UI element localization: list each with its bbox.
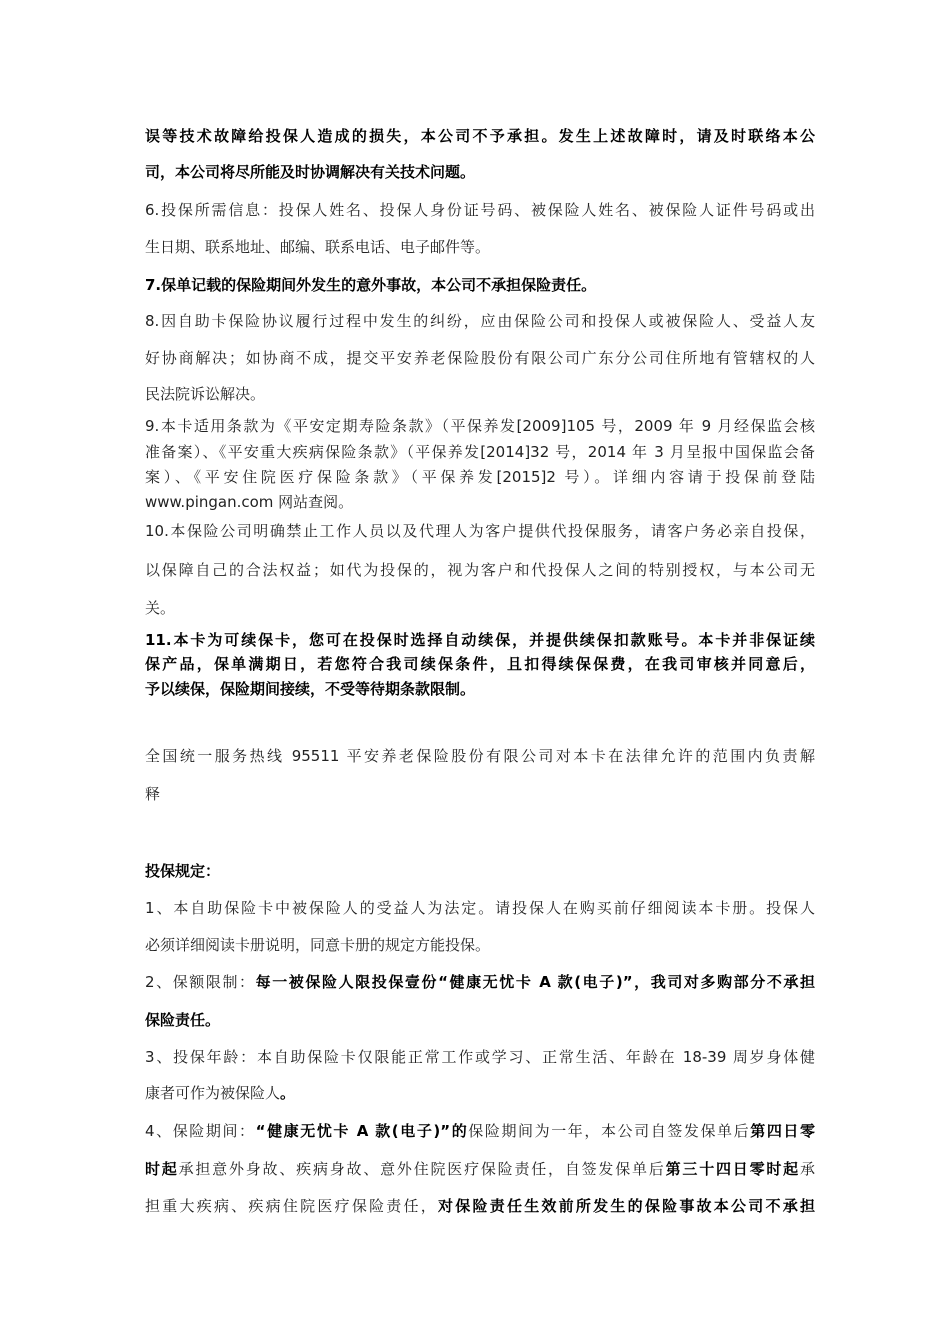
text-line [145, 348, 815, 368]
text-run: 生日期、联系地址、邮编、联系电话、电子邮件等。 [145, 238, 491, 256]
text-line [145, 200, 815, 220]
text-line [145, 521, 815, 541]
text-line [145, 1121, 815, 1141]
bold-text-run: 误等技术故障给投保人造成的损失，本公司不予承担。发生上述故障时，请及时联络本公 [145, 127, 815, 145]
text-run: 以保障自己的合法权益；如代为投保的，视为客户和代投保人之间的特别授权，与本公司无 [145, 561, 815, 579]
text-line [145, 467, 815, 487]
bold-text-run: 第三十四日零时起 [665, 1160, 800, 1178]
text-line [145, 746, 815, 766]
text-line [145, 598, 815, 618]
bold-text-run: 司，本公司将尽所能及时协调解决有关技术问题。 [145, 163, 476, 181]
bold-text-run: 第四日零 [750, 1122, 815, 1140]
text-run: 6.投保所需信息：投保人姓名、投保人身份证号码、被保险人姓名、被保险人证件号码或出 [145, 201, 815, 219]
text-line [145, 630, 815, 650]
text-run: 民法院诉讼解决。 [145, 385, 266, 403]
text-line [145, 679, 815, 699]
bold-text-run: 对保险责任生效前所发生的保险事故本公司不承担 [438, 1197, 815, 1215]
bold-text-run: 7.保单记载的保险期间外发生的意外事故，本公司不承担保险责任。 [145, 276, 597, 294]
text-line [145, 162, 815, 182]
text-line [145, 416, 815, 436]
text-line [145, 1083, 815, 1103]
text-run: 10.本保险公司明确禁止工作人员以及代理人为客户提供代投保服务，请客户务必亲自投保， [145, 522, 815, 540]
bold-text-run: 11.本卡为可续保卡，您可在投保时选择自动续保，并提供续保扣款账号。本卡并非保证续 [145, 631, 815, 649]
text-run: 案）、《平安住院医疗保险条款》（平保养发[2015]2 号）。详细内容请于投保前登陆 [145, 468, 815, 486]
text-line [145, 1159, 815, 1179]
text-line [145, 126, 815, 146]
text-run: 3、投保年龄：本自助保险卡仅限能正常工作或学习、正常生活、年龄在 18-39 周岁身体健 [145, 1048, 815, 1066]
text-line [145, 1196, 815, 1216]
text-run: 康者可作为被保险人 [145, 1084, 281, 1102]
bold-text-run: 每一被保险人限投保壹份“健康无忧卡 A 款(电子)”，我司对多购部分不承担 [255, 973, 815, 991]
text-run: 承担意外身故、疾病身故、意外住院医疗保险责任，自签发保单后 [178, 1160, 666, 1178]
bold-text-run: 予以续保，保险期间接续，不受等待期条款限制。 [145, 680, 476, 698]
text-line [145, 1047, 815, 1067]
text-line [145, 442, 815, 462]
text-run: 准备案）、《平安重大疾病保险条款》（平保养发[2014]32 号，2014 年 3 月呈报中国保监会备 [145, 443, 815, 461]
bold-text-run: 。 [280, 1084, 296, 1102]
text-run: 承 [799, 1160, 815, 1178]
bold-text-run: “健康无忧卡 A 款(电子)”的 [255, 1122, 469, 1140]
text-line [145, 1010, 815, 1030]
text-run: 4、保险期间： [145, 1122, 256, 1140]
text-line [145, 492, 815, 512]
text-run: 好协商解决；如协商不成，提交平安养老保险股份有限公司广东分公司住所地有管辖权的人 [145, 349, 815, 367]
bold-text-run: 时起 [145, 1160, 179, 1178]
text-run: 8.因自助卡保险协议履行过程中发生的纠纷，应由保险公司和投保人或被保险人、受益人友 [145, 312, 815, 330]
text-line [145, 972, 815, 992]
text-run: 2、保额限制： [145, 973, 256, 991]
text-line [145, 237, 815, 257]
text-run: www.pingan.com 网站查阅。 [145, 493, 354, 511]
bold-text-run: 投保规定： [145, 862, 221, 880]
text-line [145, 560, 815, 580]
text-run: 9.本卡适用条款为《平安定期寿险条款》（平保养发[2009]105 号，2009 年 9 月经保监会核 [145, 417, 815, 435]
text-line [145, 861, 815, 881]
text-run: 1、本自助保险卡中被保险人的受益人为法定。请投保人在购买前仔细阅读本卡册。投保人 [145, 899, 815, 917]
text-line [145, 311, 815, 331]
text-line [145, 898, 815, 918]
bold-text-run: 保险责任。 [145, 1011, 221, 1029]
text-run: 释 [145, 785, 161, 803]
text-run: 全国统一服务热线 95511 平安养老保险股份有限公司对本卡在法律允许的范围内负责解 [145, 747, 815, 765]
bold-text-run: 保产品，保单满期日，若您符合我司续保条件，且扣得续保保费，在我司审核并同意后， [145, 655, 815, 673]
text-run: 担重大疾病、疾病住院医疗保险责任， [145, 1197, 439, 1215]
text-run: 必须详细阅读卡册说明，同意卡册的规定方能投保。 [145, 936, 491, 954]
text-run: 保险期间为一年，本公司自签发保单后 [468, 1122, 751, 1140]
text-line [145, 275, 815, 295]
text-line [145, 784, 815, 804]
text-run: 关。 [145, 599, 176, 617]
text-line [145, 935, 815, 955]
text-line [145, 654, 815, 674]
text-line [145, 384, 815, 404]
